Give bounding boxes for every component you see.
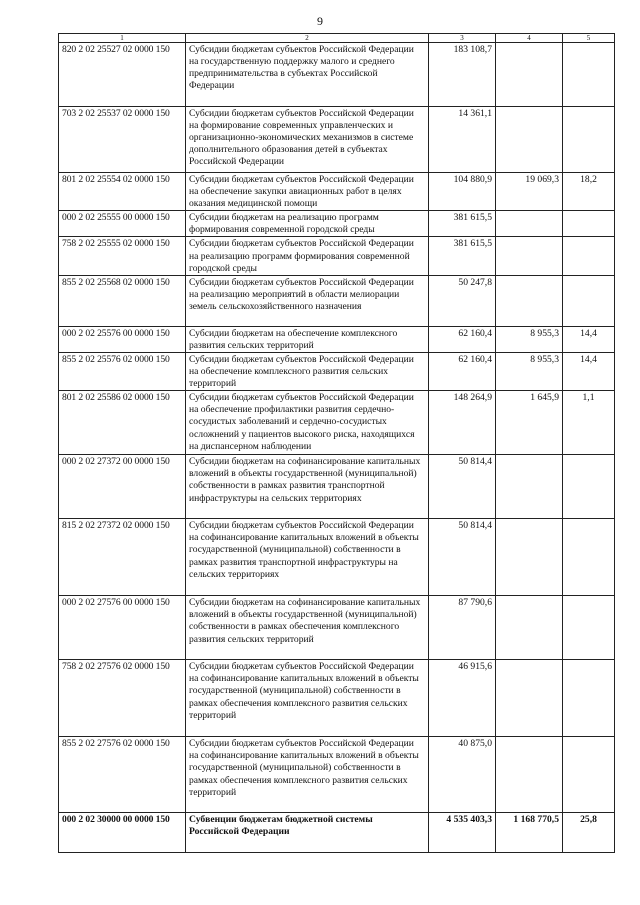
description-cell: Субсидии бюджетам субъектов Российской Федерации на софинансирование капитальных вложений в объекты государственной (муниципальной) собственности в рамках обеспечения комплексного развития сельских территорий: [186, 660, 429, 737]
budget-code-cell: 000 2 02 25555 00 0000 150: [59, 211, 186, 237]
execution-percent-cell: [563, 455, 615, 519]
budget-table: [58, 33, 615, 853]
budget-code-cell: 855 2 02 25568 02 0000 150: [59, 275, 186, 326]
planned-amount-cell: 50 247,8: [429, 275, 496, 326]
actual-amount-cell: [496, 275, 563, 326]
table-row: [59, 519, 615, 596]
actual-amount-cell: [496, 455, 563, 519]
description-cell: Субсидии бюджетам субъектов Российской Федерации на софинансирование капитальных вложений в объекты государственной (муниципальной) собственности в рамках обеспечения комплексного развития сельских территорий: [186, 737, 429, 813]
execution-percent-cell: [563, 596, 615, 660]
actual-amount-cell: 8 955,3: [496, 326, 563, 352]
description-cell: Субсидии бюджетам на обеспечение комплексного развития сельских территорий: [186, 326, 429, 352]
planned-amount-cell: 4 535 403,3: [429, 813, 496, 853]
execution-percent-cell: 1,1: [563, 391, 615, 455]
actual-amount-cell: 19 069,3: [496, 173, 563, 211]
description-cell: Субсидии бюджетам субъектов Российской Федерации на реализацию мероприятий в области мелиорации земель сельскохозяйственного назначения: [186, 275, 429, 326]
table-row: [59, 275, 615, 326]
execution-percent-cell: 14,4: [563, 352, 615, 390]
budget-code-cell: 815 2 02 27372 02 0000 150: [59, 519, 186, 596]
execution-percent-cell: [563, 43, 615, 107]
description-cell: Субсидии бюджетам на реализацию программ формирования современной городской среды: [186, 211, 429, 237]
table-row: [59, 326, 615, 352]
execution-percent-cell: 25,8: [563, 813, 615, 853]
table-row: [59, 352, 615, 390]
actual-amount-cell: [496, 596, 563, 660]
execution-percent-cell: [563, 211, 615, 237]
budget-code-cell: 000 2 02 27576 00 0000 150: [59, 596, 186, 660]
planned-amount-cell: 183 108,7: [429, 43, 496, 107]
column-number-2: 2: [186, 34, 429, 43]
actual-amount-cell: 8 955,3: [496, 352, 563, 390]
description-cell: Субсидии бюджетам субъектов Российской Федерации на реализацию программ формирования современной городской среды: [186, 237, 429, 275]
planned-amount-cell: 381 615,5: [429, 211, 496, 237]
planned-amount-cell: 46 915,6: [429, 660, 496, 737]
description-cell: Субвенции бюджетам бюджетной системы Российской Федерации: [186, 813, 429, 853]
budget-code-cell: 758 2 02 25555 02 0000 150: [59, 237, 186, 275]
planned-amount-cell: 14 361,1: [429, 107, 496, 173]
description-cell: Субсидии бюджетам на софинансирование капитальных вложений в объекты государственной (муниципальной) собственности в рамках обеспечения комплексного развития сельских территорий: [186, 596, 429, 660]
budget-code-cell: 855 2 02 27576 02 0000 150: [59, 737, 186, 813]
planned-amount-cell: 62 160,4: [429, 326, 496, 352]
table-row: [59, 107, 615, 173]
actual-amount-cell: [496, 660, 563, 737]
execution-percent-cell: 14,4: [563, 326, 615, 352]
execution-percent-cell: 18,2: [563, 173, 615, 211]
table-row: [59, 211, 615, 237]
description-cell: Субсидии бюджетам субъектов Российской Федерации на обеспечение комплексного развития сельских территорий: [186, 352, 429, 390]
budget-code-cell: 801 2 02 25586 02 0000 150: [59, 391, 186, 455]
budget-code-cell: 000 2 02 27372 00 0000 150: [59, 455, 186, 519]
description-cell: Субсидии бюджетам субъектов Российской Федерации на государственную поддержку малого и среднего предпринимательства в субъектах Российской Федерации: [186, 43, 429, 107]
planned-amount-cell: 104 880,9: [429, 173, 496, 211]
planned-amount-cell: 50 814,4: [429, 455, 496, 519]
description-cell: Субсидии бюджетам на софинансирование капитальных вложений в объекты государственной (муниципальной) собственности в рамках развития транспортной инфраструктуры на сельских территориях: [186, 455, 429, 519]
description-cell: Субсидии бюджетам субъектов Российской Федерации на формирование современных управленческих и организационно-экономических механизмов в системе дополнительного образования детей в субъектах Российской Федерации: [186, 107, 429, 173]
column-number-1: 1: [59, 34, 186, 43]
description-cell: Субсидии бюджетам субъектов Российской Федерации на обеспечение профилактики развития сердечно-сосудистых заболеваний и сердечно-сосудистых осложнений у пациентов высокого риска, находящихся на диспансерном наблюдении: [186, 391, 429, 455]
table-row: [59, 391, 615, 455]
actual-amount-cell: [496, 737, 563, 813]
page-number: 9: [317, 14, 323, 28]
planned-amount-cell: 381 615,5: [429, 237, 496, 275]
column-number-row: [59, 34, 615, 43]
actual-amount-cell: [496, 107, 563, 173]
table-row: [59, 43, 615, 107]
planned-amount-cell: 62 160,4: [429, 352, 496, 390]
budget-code-cell: 758 2 02 27576 02 0000 150: [59, 660, 186, 737]
actual-amount-cell: [496, 43, 563, 107]
execution-percent-cell: [563, 107, 615, 173]
description-cell: Субсидии бюджетам субъектов Российской Федерации на обеспечение закупки авиационных работ в целях оказания медицинской помощи: [186, 173, 429, 211]
table-row: [59, 813, 615, 853]
table-body: [59, 34, 615, 853]
budget-code-cell: 820 2 02 25527 02 0000 150: [59, 43, 186, 107]
budget-code-cell: 703 2 02 25537 02 0000 150: [59, 107, 186, 173]
planned-amount-cell: 40 875,0: [429, 737, 496, 813]
column-number-4: 4: [496, 34, 563, 43]
actual-amount-cell: [496, 519, 563, 596]
table-row: [59, 596, 615, 660]
execution-percent-cell: [563, 237, 615, 275]
execution-percent-cell: [563, 737, 615, 813]
actual-amount-cell: 1 645,9: [496, 391, 563, 455]
execution-percent-cell: [563, 275, 615, 326]
budget-code-cell: 000 2 02 25576 00 0000 150: [59, 326, 186, 352]
table-row: [59, 173, 615, 211]
budget-code-cell: 801 2 02 25554 02 0000 150: [59, 173, 186, 211]
column-number-3: 3: [429, 34, 496, 43]
execution-percent-cell: [563, 660, 615, 737]
actual-amount-cell: [496, 237, 563, 275]
table-row: [59, 737, 615, 813]
planned-amount-cell: 50 814,4: [429, 519, 496, 596]
budget-code-cell: 000 2 02 30000 00 0000 150: [59, 813, 186, 853]
actual-amount-cell: 1 168 770,5: [496, 813, 563, 853]
description-cell: Субсидии бюджетам субъектов Российской Федерации на софинансирование капитальных вложений в объекты государственной (муниципальной) собственности в рамках развития транспортной инфраструктуры на сельских территориях: [186, 519, 429, 596]
execution-percent-cell: [563, 519, 615, 596]
column-number-5: 5: [563, 34, 615, 43]
actual-amount-cell: [496, 211, 563, 237]
planned-amount-cell: 148 264,9: [429, 391, 496, 455]
table-row: [59, 237, 615, 275]
table-row: [59, 455, 615, 519]
table-row: [59, 660, 615, 737]
budget-code-cell: 855 2 02 25576 02 0000 150: [59, 352, 186, 390]
planned-amount-cell: 87 790,6: [429, 596, 496, 660]
